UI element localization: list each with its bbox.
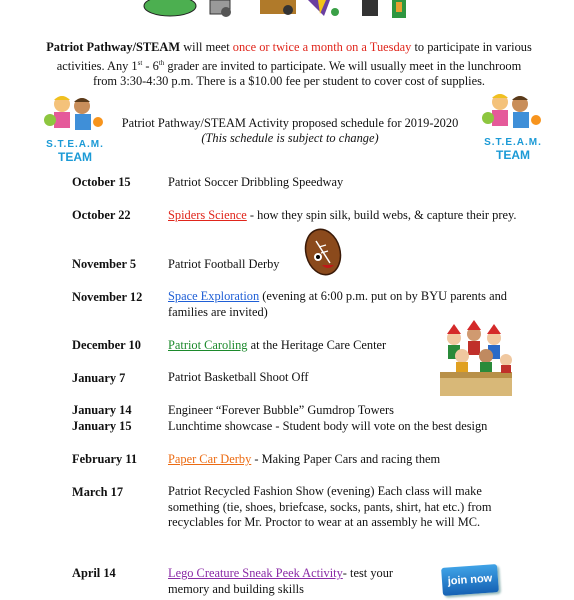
date-january-7: January 7 <box>72 371 126 385</box>
date-january-15: January 15 <box>72 419 132 433</box>
date-february-11: February 11 <box>72 452 138 466</box>
lego-creature-link[interactable]: Lego Creature Sneak Peek Activity <box>168 566 343 580</box>
activity-soccer: Patriot Soccer Dribbling Speedway <box>168 175 344 189</box>
meeting-frequency: once or twice a month on a Tuesday <box>232 40 412 54</box>
football-icon <box>302 227 344 277</box>
paper-car-derby-link[interactable]: Paper Car Derby <box>168 452 252 466</box>
program-name: Patriot Pathway/STEAM <box>46 40 181 54</box>
tools-icon <box>260 0 296 15</box>
plant-icon <box>392 0 406 18</box>
activity-paper-car: Paper Car Derby - Making Paper Cars and racing them <box>168 452 441 466</box>
steam-team-logo-left <box>42 92 108 164</box>
date-march-17: March 17 <box>72 485 124 499</box>
activity-fashion-show: Patriot Recycled Fashion Show (evening) Each class will make something (tie, shoes, briefcase, socks, pants, shirt, hat etc.) from recyclables for Mr. Proctor to wear at an assembly he will MC. <box>168 484 492 529</box>
space-exploration-link[interactable]: Space Exploration <box>168 289 260 303</box>
schedule-header <box>100 116 480 146</box>
steam-team-text-left: S.T.E.A.M. TEAM <box>46 139 104 164</box>
steam-team-text-right: S.T.E.A.M. TEAM <box>484 137 542 162</box>
date-october-15: October 15 <box>72 175 131 189</box>
activity-showcase: Lunchtime showcase - Student body will vote on the best design <box>168 419 488 433</box>
activity-gumdrop-towers: Engineer “Forever Bubble” Gumdrop Towers <box>168 403 395 417</box>
date-december-10: December 10 <box>72 338 141 352</box>
date-january-14: January 14 <box>72 403 132 417</box>
intro-paragraph: Patriot Pathway/STEAM will meet once or twice a month on a Tuesday to participate in various activities. Any 1st - 6th grader are invited to participate. We will usually meet in the lunchroom from 3:30-4:30 p.m. There is a $10.00 fee per student to cover cost of supplies. <box>46 40 532 89</box>
schedule-title: Patriot Pathway/STEAM Activity proposed schedule for 2019-2020 <box>121 116 459 130</box>
carolers-icon <box>436 320 516 398</box>
paint-icon <box>308 0 339 16</box>
steam-team-logo-right <box>480 90 546 162</box>
date-november-12: November 12 <box>72 290 143 304</box>
date-october-22: October 22 <box>72 208 131 222</box>
calculator-icon <box>362 0 378 16</box>
date-november-5: November 5 <box>72 257 137 271</box>
date-april-14: April 14 <box>72 566 116 580</box>
kids-icon <box>480 90 546 132</box>
activity-caroling: Patriot Caroling at the Heritage Care Center <box>168 338 387 352</box>
spiders-science-link[interactable]: Spiders Science <box>168 208 247 222</box>
activity-spiders: Spiders Science - how they spin silk, build webs, & capture their prey. <box>168 208 517 222</box>
join-now-button[interactable]: join now <box>441 564 499 596</box>
clipart-strip <box>130 0 430 20</box>
robot-icon <box>210 0 231 17</box>
activity-space: Space Exploration (evening at 6:00 p.m. put on by BYU parents and families are invited) <box>168 289 507 319</box>
activity-lego: Lego Creature Sneak Peek Activity- test your memory and building skills <box>168 566 394 596</box>
patriot-caroling-link[interactable]: Patriot Caroling <box>168 338 248 352</box>
gear-icon <box>144 0 196 16</box>
activity-basketball: Patriot Basketball Shoot Off <box>168 370 309 384</box>
activity-football: Patriot Football Derby <box>168 257 280 271</box>
kids-icon <box>42 92 108 134</box>
schedule-note: (This schedule is subject to change) <box>201 131 379 145</box>
